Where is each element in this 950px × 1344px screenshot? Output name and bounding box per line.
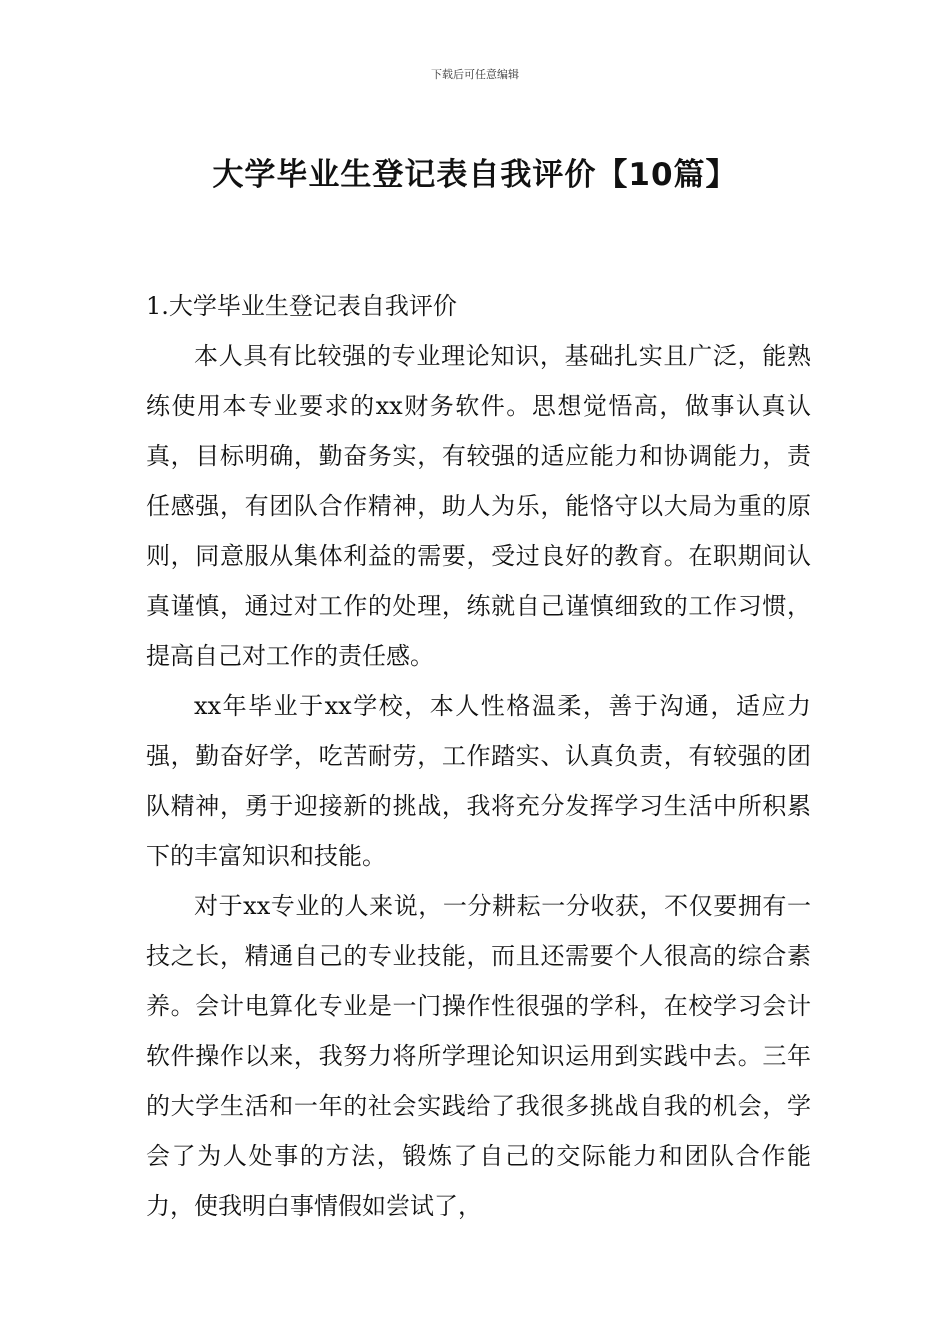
page-header-note: 下载后可任意编辑 [431,68,519,81]
paragraph-3: 对于xx专业的人来说，一分耕耘一分收获，不仅要拥有一技之长，精通自己的专业技能，而且还需要个人很高的综合素养。会计电算化专业是一门操作性很强的学科，在校学习会计软件操作以来，我努力将所学理论知识运用到实践中去。三年的大学生活和一年的社会实践给了我很多挑战自我的机会，学会了为人处事的方法，锻炼了自己的交际能力和团队合作能力，使我明白事情假如尝试了， [146,892,811,1220]
paragraph-1: 本人具有比较强的专业理论知识，基础扎实且广泛，能熟练使用本专业要求的xx财务软件。思想觉悟高，做事认真认真，目标明确，勤奋务实，有较强的适应能力和协调能力，责任感强，有团队合作精神，助人为乐，能恪守以大局为重的原则，同意服从集体利益的需要，受过良好的教育。在职期间认真谨慎，通过对工作的处理，练就自己谨慎细致的工作习惯，提高自己对工作的责任感。 [146,342,811,670]
paragraph-2: xx年毕业于xx学校，本人性格温柔，善于沟通，适应力强，勤奋好学，吃苦耐劳，工作踏实、认真负责，有较强的团队精神，勇于迎接新的挑战，我将充分发挥学习生活中所积累下的丰富知识和技能。 [146,692,811,870]
section-heading: 1.大学毕业生登记表自我评价 [146,292,457,320]
document-body [146,281,811,1231]
document-title: 大学毕业生登记表自我评价【10篇】 [212,156,738,193]
